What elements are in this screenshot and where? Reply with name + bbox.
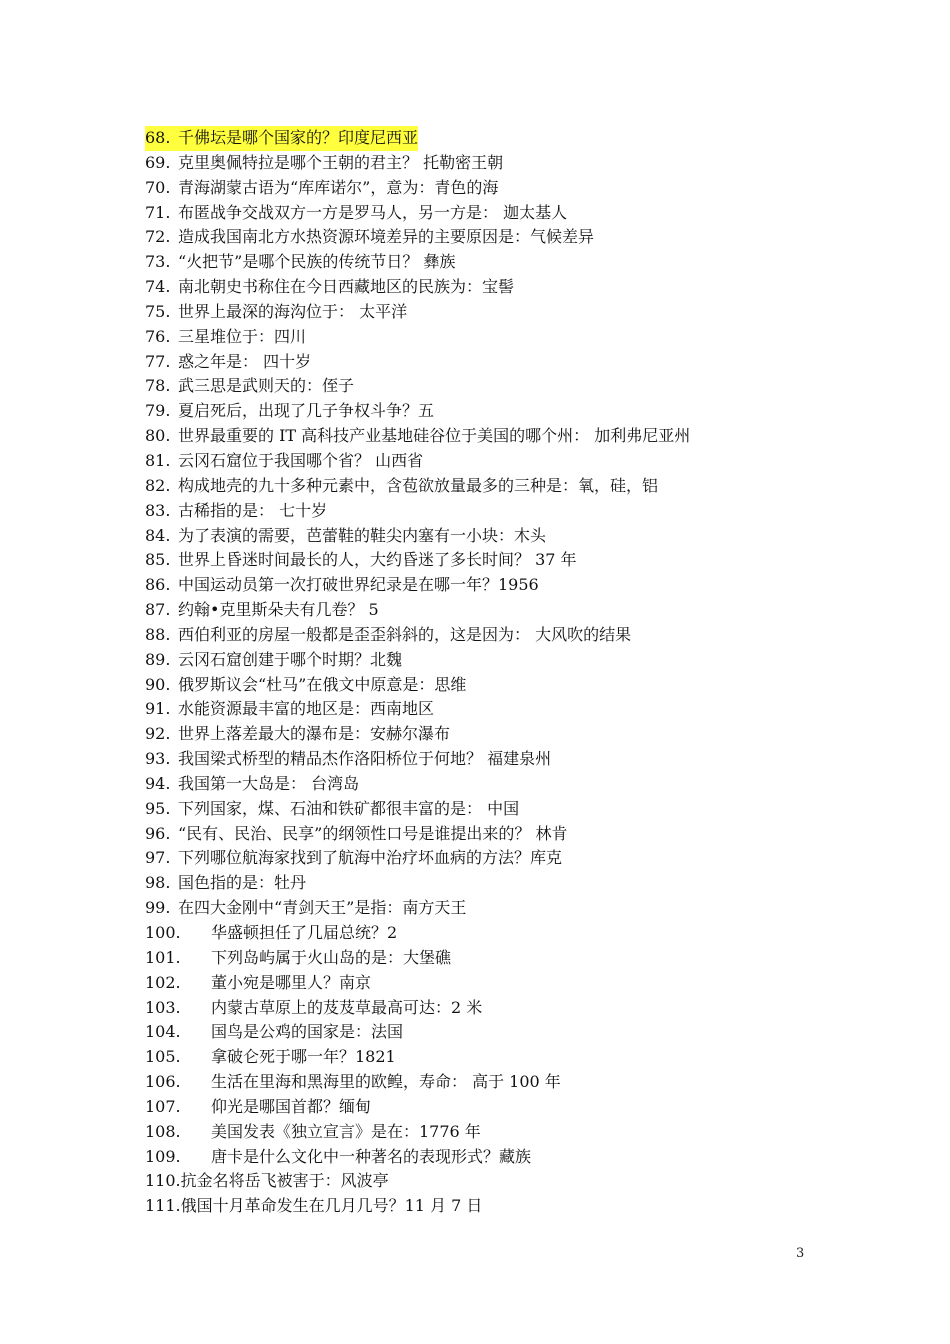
list-item [145, 946, 805, 971]
item-text: 构成地壳的九十多种元素中，含苞欲放量最多的三种是：氧，硅，铝 [178, 475, 659, 495]
list-item [145, 374, 805, 399]
item-text: 水能资源最丰富的地区是：西南地区 [178, 699, 435, 719]
item-text: 造成我国南北方水热资源环境差异的主要原因是：气候差异 [178, 227, 595, 247]
item-number: 78. [145, 376, 171, 396]
item-number: 98. [145, 873, 171, 893]
item-text: 俄国十月革命发生在几月几号？11 月 7 日 [180, 1196, 483, 1216]
list-item [145, 822, 805, 847]
list-item [145, 697, 805, 722]
item-text: 国色指的是：牡丹 [178, 873, 307, 893]
item-text: 世界上最深的海沟位于： 太平洋 [178, 301, 408, 321]
item-number: 103. [145, 997, 181, 1017]
item-number: 105. [145, 1047, 181, 1067]
item-number: 100. [145, 923, 181, 942]
item-number: 90. [145, 674, 171, 694]
page-number: 3 [796, 1246, 805, 1261]
item-number: 75. [145, 301, 171, 321]
item-number: 82. [145, 475, 171, 495]
item-text: 下列岛屿属于火山岛的是：大堡礁 [211, 947, 452, 967]
list-item [145, 598, 805, 623]
list-item [145, 896, 805, 921]
item-number: 79. [145, 401, 171, 421]
item-text: 生活在里海和黑海里的欧鳇，寿命： 高于 100 年 [211, 1072, 561, 1092]
list-item [145, 871, 805, 896]
item-number: 85. [145, 550, 171, 570]
item-text: 国鸟是公鸡的国家是：法国 [211, 1022, 404, 1042]
item-text: “火把节”是哪个民族的传统节日？ 彝族 [178, 252, 456, 272]
list-item [145, 1070, 805, 1095]
item-number: 97. [145, 848, 171, 868]
item-number: 84. [145, 525, 171, 545]
item-text: 世界上落差最大的瀑布是：安赫尔瀑布 [178, 724, 451, 744]
item-text: 内蒙古草原上的芨芨草最高可达：2 米 [211, 997, 483, 1017]
list-item [145, 548, 805, 573]
item-number: 91. [145, 699, 171, 719]
list-item [145, 151, 805, 176]
list-item [145, 1169, 805, 1194]
item-text: 下列哪位航海家找到了航海中治疗坏血病的方法？库克 [178, 848, 563, 868]
item-number: 87. [145, 600, 171, 620]
item-number: 88. [145, 624, 171, 644]
list-item [145, 449, 805, 474]
item-number: 76. [145, 326, 171, 346]
item-text: 三星堆位于：四川 [178, 326, 307, 346]
item-number: 77. [145, 351, 171, 371]
list-item [145, 623, 805, 648]
item-number: 70. [145, 177, 171, 197]
item-text: 董小宛是哪里人？南京 [211, 972, 372, 992]
item-text: 唐卡是什么文化中一种著名的表现形式？藏族 [211, 1146, 532, 1166]
item-number: 94. [145, 773, 171, 793]
item-text: 青海湖蒙古语为“库库诺尔”，意为：青色的海 [178, 177, 499, 197]
item-number: 101. [145, 947, 181, 967]
list-item [145, 1095, 805, 1120]
item-text: 克里奥佩特拉是哪个王朝的君主？ 托勒密王朝 [178, 152, 504, 172]
list-item [145, 1145, 805, 1170]
item-text: 西伯利亚的房屋一般都是歪歪斜斜的，这是因为： 大风吹的结果 [178, 624, 632, 644]
item-number: 81. [145, 450, 171, 470]
list-item [145, 350, 805, 375]
item-number: 99. [145, 898, 171, 918]
item-text: 在四大金刚中“青剑天王”是指：南方天王 [178, 898, 467, 918]
list-item [145, 722, 805, 747]
list-item [145, 424, 805, 449]
item-number: 107. [145, 1096, 181, 1116]
item-text: 抗金名将岳飞被害于：风波亭 [180, 1171, 389, 1191]
list-item [145, 176, 805, 201]
item-text: 美国发表《独立宣言》是在：1776 年 [211, 1121, 481, 1141]
list-item [145, 126, 805, 151]
item-text: 千佛坛是哪个国家的？印度尼西亚 [178, 128, 419, 147]
item-text: 下列国家，煤、石油和铁矿都很丰富的是： 中国 [178, 798, 520, 818]
item-number: 72. [145, 227, 171, 247]
item-number: 71. [145, 202, 171, 222]
item-text: 布匿战争交战双方一方是罗马人，另一方是： 迦太基人 [178, 202, 568, 222]
item-text: 约翰•克里斯朵夫有几卷？ 5 [178, 600, 379, 620]
list-item [145, 846, 805, 871]
list-item [145, 673, 805, 698]
item-number: 80. [145, 426, 171, 446]
item-text: 拿破仑死于哪一年？1821 [211, 1047, 396, 1067]
list-item [145, 201, 805, 226]
list-item [145, 797, 805, 822]
item-number: 89. [145, 649, 171, 669]
item-text: 世界最重要的 IT 高科技产业基地硅谷位于美国的哪个州： 加利弗尼亚州 [178, 426, 691, 446]
item-number: 83. [145, 500, 171, 520]
list-item [145, 772, 805, 797]
list-item [145, 1045, 805, 1070]
item-text: 夏启死后，出现了几子争权斗争？五 [178, 401, 435, 421]
list-item [145, 747, 805, 772]
list-item [145, 275, 805, 300]
item-text: 为了表演的需要，芭蕾鞋的鞋尖内塞有一小块：木头 [178, 525, 547, 545]
item-number: 69. [145, 152, 171, 172]
list-item [145, 573, 805, 598]
item-text: 武三思是武则天的：侄子 [178, 376, 355, 396]
list-item [145, 250, 805, 275]
list-item [145, 648, 805, 673]
item-number: 106. [145, 1072, 181, 1092]
item-number: 92. [145, 724, 171, 744]
list-item [145, 499, 805, 524]
item-number: 74. [145, 277, 171, 297]
item-text: 世界上昏迷时间最长的人，大约昏迷了多长时间？ 37 年 [178, 550, 577, 570]
item-text: 我国第一大岛是： 台湾岛 [178, 773, 360, 793]
item-text: “民有、民治、民享”的纲领性口号是谁提出来的？ 林肯 [178, 823, 568, 843]
list-item [145, 1120, 805, 1145]
item-text: 云冈石窟位于我国哪个省？ 山西省 [178, 450, 424, 470]
list-item [145, 971, 805, 996]
list-item [145, 325, 805, 350]
item-text: 惑之年是： 四十岁 [178, 351, 312, 371]
item-number: 109. [145, 1146, 181, 1166]
item-text: 俄罗斯议会“杜马”在俄文中原意是：思维 [178, 674, 467, 694]
item-number: 110. [145, 1171, 181, 1191]
item-text: 我国梁式桥型的精品杰作洛阳桥位于何地？ 福建泉州 [178, 749, 552, 769]
list-item [145, 1194, 805, 1219]
item-number: 93. [145, 749, 171, 769]
list-item [145, 921, 805, 946]
item-number: 96. [145, 823, 171, 843]
item-number: 86. [145, 575, 171, 595]
item-number: 104. [145, 1022, 181, 1042]
item-text: 仰光是哪国首都？缅甸 [211, 1096, 372, 1116]
list-item [145, 1020, 805, 1045]
list-item [145, 399, 805, 424]
item-text: 南北朝史书称住在今日西藏地区的民族为：宝髻 [178, 277, 515, 297]
item-number: 111. [145, 1196, 181, 1216]
item-text: 中国运动员第一次打破世界纪录是在哪一年？1956 [178, 575, 539, 595]
list-item [145, 996, 805, 1021]
item-number: 73. [145, 252, 171, 272]
list-item [145, 300, 805, 325]
item-text: 云冈石窟创建于哪个时期？北魏 [178, 649, 403, 669]
item-text: 古稀指的是： 七十岁 [178, 500, 328, 520]
item-number: 68. [145, 128, 171, 147]
qa-list [145, 126, 805, 1219]
item-number: 108. [145, 1121, 181, 1141]
item-number: 102. [145, 972, 181, 992]
list-item [145, 474, 805, 499]
item-number: 95. [145, 798, 171, 818]
list-item [145, 524, 805, 549]
list-item [145, 225, 805, 250]
item-text: 华盛顿担任了几届总统？2 [211, 923, 398, 942]
highlighted-text [145, 126, 418, 151]
